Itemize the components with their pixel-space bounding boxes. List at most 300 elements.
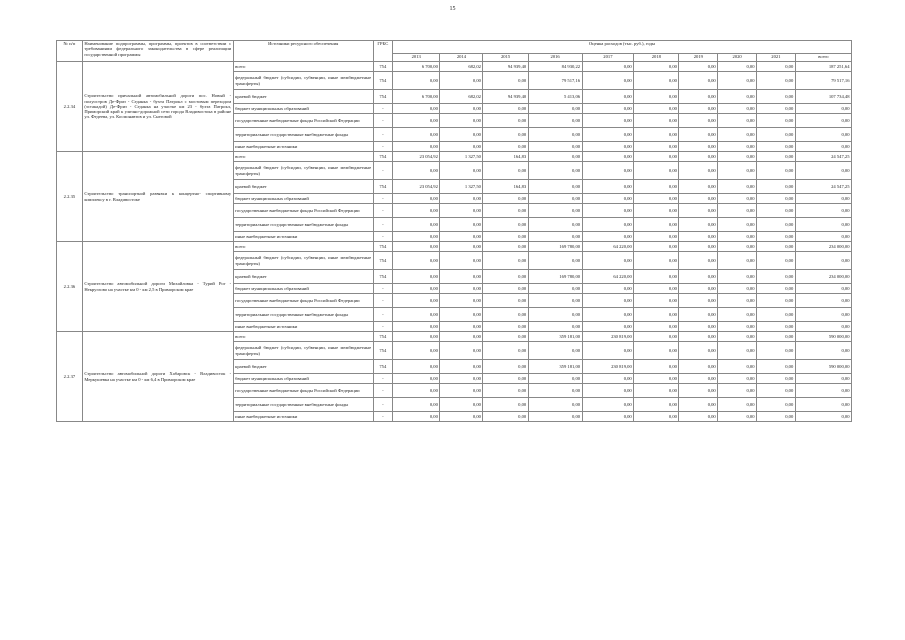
grbs-code: - <box>373 204 392 218</box>
funding-source: территориальные государственные внебюджетные фонды <box>233 128 373 142</box>
amount-cell: 0,00 <box>582 90 634 104</box>
funding-source: бюджет муниципальных образований <box>233 374 373 384</box>
grbs-code: 754 <box>373 180 392 194</box>
amount-cell: 0,00 <box>634 374 679 384</box>
amount-cell: 94 939,40 <box>483 90 528 104</box>
amount-cell: 0,00 <box>393 232 440 242</box>
amount-cell: 0,00 <box>483 128 528 142</box>
amount-cell: 0,00 <box>679 62 718 72</box>
amount-cell: 0,00 <box>679 232 718 242</box>
amount-cell: 0,00 <box>393 142 440 152</box>
amount-cell: 0,00 <box>795 114 851 128</box>
amount-cell: 0,00 <box>634 252 679 270</box>
amount-cell: 0,00 <box>440 194 483 204</box>
amount-cell: 0,00 <box>679 398 718 412</box>
funding-source: краевой бюджет <box>233 360 373 374</box>
amount-cell: 0,00 <box>483 360 528 374</box>
amount-cell: 0,00 <box>757 242 796 252</box>
grbs-code: - <box>373 384 392 398</box>
funding-source: всего <box>233 332 373 342</box>
funding-source: всего <box>233 242 373 252</box>
header-source: Источники ресурсного обеспечения <box>233 41 373 62</box>
amount-cell: 0,00 <box>757 332 796 342</box>
amount-cell: 0,00 <box>795 308 851 322</box>
amount-cell: 0,00 <box>679 384 718 398</box>
funding-source: всего <box>233 152 373 162</box>
amount-cell: 0,00 <box>718 342 757 360</box>
amount-cell: 0,00 <box>718 194 757 204</box>
amount-cell: 0,00 <box>795 204 851 218</box>
amount-cell: 0,00 <box>528 342 582 360</box>
amount-cell: 0,00 <box>634 90 679 104</box>
amount-cell: 169 780,00 <box>528 270 582 284</box>
amount-cell: 0,00 <box>757 342 796 360</box>
amount-cell: 24 547,25 <box>795 152 851 162</box>
amount-cell: 0,00 <box>679 114 718 128</box>
amount-cell: 230 819,00 <box>582 332 634 342</box>
funding-source: государственные внебюджетные фонды Российской Федерации <box>233 294 373 308</box>
amount-cell: 0,00 <box>679 242 718 252</box>
amount-cell: 0,00 <box>393 308 440 322</box>
amount-cell: 0,00 <box>634 232 679 242</box>
year-header-2: 2015 <box>483 54 528 62</box>
amount-cell: 0,00 <box>483 332 528 342</box>
amount-cell: 0,00 <box>757 232 796 242</box>
amount-cell: 0,00 <box>718 322 757 332</box>
amount-cell: 0,00 <box>679 270 718 284</box>
item-name: Строительство автомобильной дороги Михайловка - Турий Рог - Некруглово на участке км 0 - км 2,5 в Приморском крае <box>82 242 233 332</box>
amount-cell: 0,00 <box>679 218 718 232</box>
amount-cell: 0,00 <box>679 294 718 308</box>
amount-cell: 94 939,40 <box>483 62 528 72</box>
amount-cell: 0,00 <box>393 284 440 294</box>
amount-cell: 0,00 <box>440 412 483 422</box>
amount-cell: 234 000,00 <box>795 270 851 284</box>
header-grbs: ГРБС <box>373 41 392 62</box>
grbs-code: - <box>373 194 392 204</box>
amount-cell: 0,00 <box>718 412 757 422</box>
amount-cell: 187 251,64 <box>795 62 851 72</box>
amount-cell: 64 220,00 <box>582 270 634 284</box>
grbs-code: - <box>373 412 392 422</box>
amount-cell: 0,00 <box>483 114 528 128</box>
amount-cell: 0,00 <box>757 218 796 232</box>
amount-cell: 0,00 <box>483 284 528 294</box>
amount-cell: 0,00 <box>483 294 528 308</box>
amount-cell: 0,00 <box>679 322 718 332</box>
amount-cell: 0,00 <box>718 152 757 162</box>
amount-cell: 0,00 <box>679 180 718 194</box>
amount-cell: 0,00 <box>795 194 851 204</box>
amount-cell: 0,00 <box>440 374 483 384</box>
amount-cell: 0,00 <box>679 252 718 270</box>
funding-source: федеральный бюджет (субсидии, субвенции, иные межбюджетные трансферты) <box>233 252 373 270</box>
grbs-code: - <box>373 162 392 180</box>
amount-cell: 0,00 <box>757 104 796 114</box>
funding-source: федеральный бюджет (субсидии, субвенции, иные межбюджетные трансферты) <box>233 342 373 360</box>
funding-source: краевой бюджет <box>233 180 373 194</box>
grbs-code: - <box>373 142 392 152</box>
amount-cell: 0,00 <box>393 270 440 284</box>
amount-cell: 0,00 <box>757 142 796 152</box>
amount-cell: 0,00 <box>757 194 796 204</box>
funding-source: территориальные государственные внебюджетные фонды <box>233 398 373 412</box>
funding-source: федеральный бюджет (субсидии, субвенции, иные межбюджетные трансферты) <box>233 162 373 180</box>
amount-cell: 0,00 <box>679 342 718 360</box>
amount-cell: 0,00 <box>634 242 679 252</box>
funding-source: государственные внебюджетные фонды Российской Федерации <box>233 384 373 398</box>
amount-cell: 0,00 <box>393 342 440 360</box>
amount-cell: 1 327,50 <box>440 180 483 194</box>
amount-cell: 0,00 <box>483 104 528 114</box>
amount-cell: 0,00 <box>757 374 796 384</box>
amount-cell: 0,00 <box>582 62 634 72</box>
grbs-code: 754 <box>373 270 392 284</box>
amount-cell: 0,00 <box>718 252 757 270</box>
amount-cell: 0,00 <box>757 322 796 332</box>
amount-cell: 0,00 <box>634 72 679 90</box>
amount-cell: 0,00 <box>393 204 440 218</box>
amount-cell: 0,00 <box>393 114 440 128</box>
item-code: 2.2.37 <box>57 332 83 422</box>
amount-cell: 0,00 <box>634 204 679 218</box>
amount-cell: 0,00 <box>528 218 582 232</box>
grbs-code: 754 <box>373 252 392 270</box>
amount-cell: 0,00 <box>679 128 718 142</box>
amount-cell: 0,00 <box>582 218 634 232</box>
amount-cell: 682,02 <box>440 62 483 72</box>
amount-cell: 0,00 <box>582 204 634 218</box>
grbs-code: 754 <box>373 72 392 90</box>
amount-cell: 0,00 <box>483 72 528 90</box>
amount-cell: 0,00 <box>393 242 440 252</box>
amount-cell: 0,00 <box>483 412 528 422</box>
amount-cell: 0,00 <box>718 308 757 322</box>
amount-cell: 23 054,92 <box>393 152 440 162</box>
amount-cell: 0,00 <box>634 114 679 128</box>
amount-cell: 0,00 <box>718 90 757 104</box>
amount-cell: 0,00 <box>483 270 528 284</box>
amount-cell: 0,00 <box>393 252 440 270</box>
amount-cell: 0,00 <box>440 252 483 270</box>
amount-cell: 0,00 <box>582 114 634 128</box>
amount-cell: 0,00 <box>582 322 634 332</box>
amount-cell: 0,00 <box>483 194 528 204</box>
grbs-code: - <box>373 128 392 142</box>
amount-cell: 0,00 <box>718 242 757 252</box>
year-header-1: 2014 <box>440 54 483 62</box>
table-body <box>57 62 852 422</box>
amount-cell: 0,00 <box>440 242 483 252</box>
amount-cell: 0,00 <box>528 204 582 218</box>
amount-cell: 590 000,00 <box>795 332 851 342</box>
amount-cell: 0,00 <box>528 398 582 412</box>
amount-cell: 0,00 <box>483 374 528 384</box>
funding-source: бюджет муниципальных образований <box>233 194 373 204</box>
grbs-code: - <box>373 232 392 242</box>
grbs-code: 754 <box>373 62 392 72</box>
amount-cell: 0,00 <box>795 142 851 152</box>
amount-cell: 0,00 <box>634 322 679 332</box>
amount-cell: 0,00 <box>795 252 851 270</box>
grbs-code: 754 <box>373 152 392 162</box>
amount-cell: 0,00 <box>582 342 634 360</box>
amount-cell: 0,00 <box>393 360 440 374</box>
table-row <box>57 62 852 72</box>
amount-cell: 0,00 <box>528 232 582 242</box>
amount-cell: 590 000,00 <box>795 360 851 374</box>
grbs-code: 754 <box>373 360 392 374</box>
amount-cell: 0,00 <box>757 90 796 104</box>
amount-cell: 0,00 <box>393 322 440 332</box>
amount-cell: 0,00 <box>757 162 796 180</box>
amount-cell: 0,00 <box>483 162 528 180</box>
amount-cell: 0,00 <box>440 308 483 322</box>
amount-cell: 0,00 <box>582 152 634 162</box>
item-name: Строительство автомобильной дороги Хабаровск - Владивосток - Меркушевка на участке км 0 - км 6,4 в Приморском крае <box>82 332 233 422</box>
funding-source: территориальные государственные внебюджетные фонды <box>233 308 373 322</box>
amount-cell: 0,00 <box>718 284 757 294</box>
amount-cell: 0,00 <box>718 332 757 342</box>
grbs-code: - <box>373 398 392 412</box>
amount-cell: 0,00 <box>634 412 679 422</box>
amount-cell: 0,00 <box>634 180 679 194</box>
amount-cell: 0,00 <box>440 360 483 374</box>
amount-cell: 0,00 <box>679 194 718 204</box>
funding-source: иные внебюджетные источники <box>233 412 373 422</box>
amount-cell: 0,00 <box>679 374 718 384</box>
funding-source: государственные внебюджетные фонды Российской Федерации <box>233 204 373 218</box>
amount-cell: 0,00 <box>393 218 440 232</box>
amount-cell: 0,00 <box>393 128 440 142</box>
amount-cell: 0,00 <box>679 360 718 374</box>
amount-cell: 0,00 <box>795 374 851 384</box>
amount-cell: 0,00 <box>483 384 528 398</box>
amount-cell: 0,00 <box>393 384 440 398</box>
amount-cell: 0,00 <box>718 128 757 142</box>
funding-source: государственные внебюджетные фонды Российской Федерации <box>233 114 373 128</box>
amount-cell: 230 819,00 <box>582 360 634 374</box>
amount-cell: 0,00 <box>440 104 483 114</box>
amount-cell: 164,83 <box>483 152 528 162</box>
amount-cell: 0,00 <box>679 152 718 162</box>
amount-cell: 0,00 <box>528 180 582 194</box>
amount-cell: 0,00 <box>679 142 718 152</box>
amount-cell: 0,00 <box>795 162 851 180</box>
amount-cell: 0,00 <box>757 284 796 294</box>
amount-cell: 0,00 <box>718 398 757 412</box>
amount-cell: 5 413,06 <box>528 90 582 104</box>
amount-cell: 0,00 <box>718 72 757 90</box>
amount-cell: 0,00 <box>634 218 679 232</box>
amount-cell: 0,00 <box>582 308 634 322</box>
amount-cell: 0,00 <box>393 332 440 342</box>
amount-cell: 0,00 <box>582 294 634 308</box>
amount-cell: 0,00 <box>718 180 757 194</box>
amount-cell: 0,00 <box>483 308 528 322</box>
amount-cell: 0,00 <box>757 412 796 422</box>
amount-cell: 0,00 <box>795 218 851 232</box>
amount-cell: 0,00 <box>634 104 679 114</box>
amount-cell: 0,00 <box>528 162 582 180</box>
amount-cell: 0,00 <box>679 412 718 422</box>
amount-cell: 0,00 <box>795 398 851 412</box>
amount-cell: 0,00 <box>634 142 679 152</box>
amount-cell: 0,00 <box>582 180 634 194</box>
funding-source: краевой бюджет <box>233 270 373 284</box>
amount-cell: 0,00 <box>757 384 796 398</box>
amount-cell: 0,00 <box>718 114 757 128</box>
amount-cell: 0,00 <box>582 384 634 398</box>
table-row <box>57 332 852 342</box>
amount-cell: 0,00 <box>440 270 483 284</box>
amount-cell: 0,00 <box>393 162 440 180</box>
grbs-code: 754 <box>373 332 392 342</box>
grbs-code: - <box>373 374 392 384</box>
amount-cell: 0,00 <box>440 114 483 128</box>
year-header-0: 2013 <box>393 54 440 62</box>
amount-cell: 0,00 <box>440 322 483 332</box>
amount-cell: 0,00 <box>440 284 483 294</box>
amount-cell: 169 780,00 <box>528 242 582 252</box>
amount-cell: 0,00 <box>528 142 582 152</box>
amount-cell: 0,00 <box>393 72 440 90</box>
amount-cell: 0,00 <box>582 252 634 270</box>
amount-cell: 0,00 <box>634 128 679 142</box>
amount-cell: 0,00 <box>528 104 582 114</box>
grbs-code: 754 <box>373 90 392 104</box>
amount-cell: 0,00 <box>757 62 796 72</box>
grbs-code: - <box>373 322 392 332</box>
amount-cell: 0,00 <box>440 128 483 142</box>
amount-cell: 234 000,00 <box>795 242 851 252</box>
amount-cell: 0,00 <box>795 342 851 360</box>
item-code: 2.2.34 <box>57 62 83 152</box>
amount-cell: 0,00 <box>634 294 679 308</box>
funding-source: иные внебюджетные источники <box>233 142 373 152</box>
funding-source: краевой бюджет <box>233 90 373 104</box>
amount-cell: 79 517,16 <box>795 72 851 90</box>
amount-cell: 0,00 <box>757 398 796 412</box>
grbs-code: - <box>373 308 392 322</box>
amount-cell: 0,00 <box>679 104 718 114</box>
amount-cell: 359 181,00 <box>528 360 582 374</box>
header-name: Наименование подпрограммы, программы, проектов в соответствии с требованиями федерального законодательства в сфере реализации государственной программы <box>82 41 233 62</box>
amount-cell: 0,00 <box>795 322 851 332</box>
amount-cell: 0,00 <box>718 294 757 308</box>
amount-cell: 0,00 <box>483 322 528 332</box>
amount-cell: 0,00 <box>393 398 440 412</box>
amount-cell: 0,00 <box>634 384 679 398</box>
amount-cell: 0,00 <box>718 384 757 398</box>
amount-cell: 0,00 <box>718 218 757 232</box>
amount-cell: 0,00 <box>582 398 634 412</box>
item-code: 2.2.35 <box>57 152 83 242</box>
amount-cell: 0,00 <box>528 252 582 270</box>
amount-cell: 0,00 <box>634 332 679 342</box>
funding-source: бюджет муниципальных образований <box>233 104 373 114</box>
grbs-code: - <box>373 114 392 128</box>
amount-cell: 64 220,00 <box>582 242 634 252</box>
amount-cell: 359 181,00 <box>528 332 582 342</box>
amount-cell: 0,00 <box>393 194 440 204</box>
amount-cell: 84 930,22 <box>528 62 582 72</box>
amount-cell: 6 700,00 <box>393 90 440 104</box>
funding-source: федеральный бюджет (субсидии, субвенции, иные межбюджетные трансферты) <box>233 72 373 90</box>
item-name: Строительство причальной автомобильной дороги пос. Новый - полуостров Де-Фриз - Седанка - бухта Патрокл с мостовым переходом (эстакадой) Де-Фриз - Седанка на участке км 23 - бухта Патрокл, Приморский край к улично-дорожной сети города Владивостока в районе ул. Федеева, ул. Космонавтов и ул. Снеговой <box>82 62 233 152</box>
amount-cell: 0,00 <box>440 72 483 90</box>
amount-cell: 0,00 <box>634 270 679 284</box>
amount-cell: 79 517,16 <box>528 72 582 90</box>
amount-cell: 0,00 <box>679 90 718 104</box>
year-header-6: 2019 <box>679 54 718 62</box>
amount-cell: 0,00 <box>440 384 483 398</box>
amount-cell: 0,00 <box>483 218 528 232</box>
amount-cell: 0,00 <box>757 308 796 322</box>
amount-cell: 0,00 <box>528 294 582 308</box>
amount-cell: 23 054,92 <box>393 180 440 194</box>
grbs-code: - <box>373 218 392 232</box>
amount-cell: 0,00 <box>483 242 528 252</box>
amount-cell: 0,00 <box>795 104 851 114</box>
amount-cell: 0,00 <box>483 142 528 152</box>
amount-cell: 0,00 <box>679 162 718 180</box>
grbs-code: - <box>373 294 392 308</box>
amount-cell: 0,00 <box>634 62 679 72</box>
amount-cell: 0,00 <box>440 332 483 342</box>
table-row <box>57 242 852 252</box>
amount-cell: 0,00 <box>718 204 757 218</box>
amount-cell: 0,00 <box>393 294 440 308</box>
amount-cell: 0,00 <box>795 294 851 308</box>
amount-cell: 0,00 <box>483 204 528 218</box>
amount-cell: 0,00 <box>795 284 851 294</box>
amount-cell: 0,00 <box>483 232 528 242</box>
amount-cell: 0,00 <box>582 104 634 114</box>
amount-cell: 0,00 <box>528 308 582 322</box>
amount-cell: 0,00 <box>582 194 634 204</box>
amount-cell: 6 700,00 <box>393 62 440 72</box>
amount-cell: 0,00 <box>528 374 582 384</box>
amount-cell: 0,00 <box>528 194 582 204</box>
amount-cell: 0,00 <box>795 412 851 422</box>
amount-cell: 0,00 <box>440 204 483 218</box>
amount-cell: 0,00 <box>634 194 679 204</box>
amount-cell: 0,00 <box>757 114 796 128</box>
amount-cell: 0,00 <box>582 232 634 242</box>
amount-cell: 0,00 <box>528 152 582 162</box>
amount-cell: 0,00 <box>582 374 634 384</box>
amount-cell: 0,00 <box>757 152 796 162</box>
amount-cell: 0,00 <box>679 72 718 90</box>
year-header-5: 2018 <box>634 54 679 62</box>
amount-cell: 0,00 <box>679 308 718 322</box>
amount-cell: 0,00 <box>440 342 483 360</box>
funding-source: иные внебюджетные источники <box>233 322 373 332</box>
amount-cell: 0,00 <box>679 204 718 218</box>
amount-cell: 0,00 <box>393 104 440 114</box>
budget-table <box>56 40 852 422</box>
amount-cell: 0,00 <box>440 398 483 412</box>
amount-cell: 0,00 <box>757 128 796 142</box>
amount-cell: 0,00 <box>440 142 483 152</box>
amount-cell: 0,00 <box>483 342 528 360</box>
amount-cell: 0,00 <box>718 104 757 114</box>
amount-cell: 0,00 <box>483 398 528 412</box>
header-estimate: Оценка расходов (тыс. руб.), годы <box>393 41 852 54</box>
funding-source: территориальные государственные внебюджетные фонды <box>233 218 373 232</box>
year-header-9: всего <box>795 54 851 62</box>
